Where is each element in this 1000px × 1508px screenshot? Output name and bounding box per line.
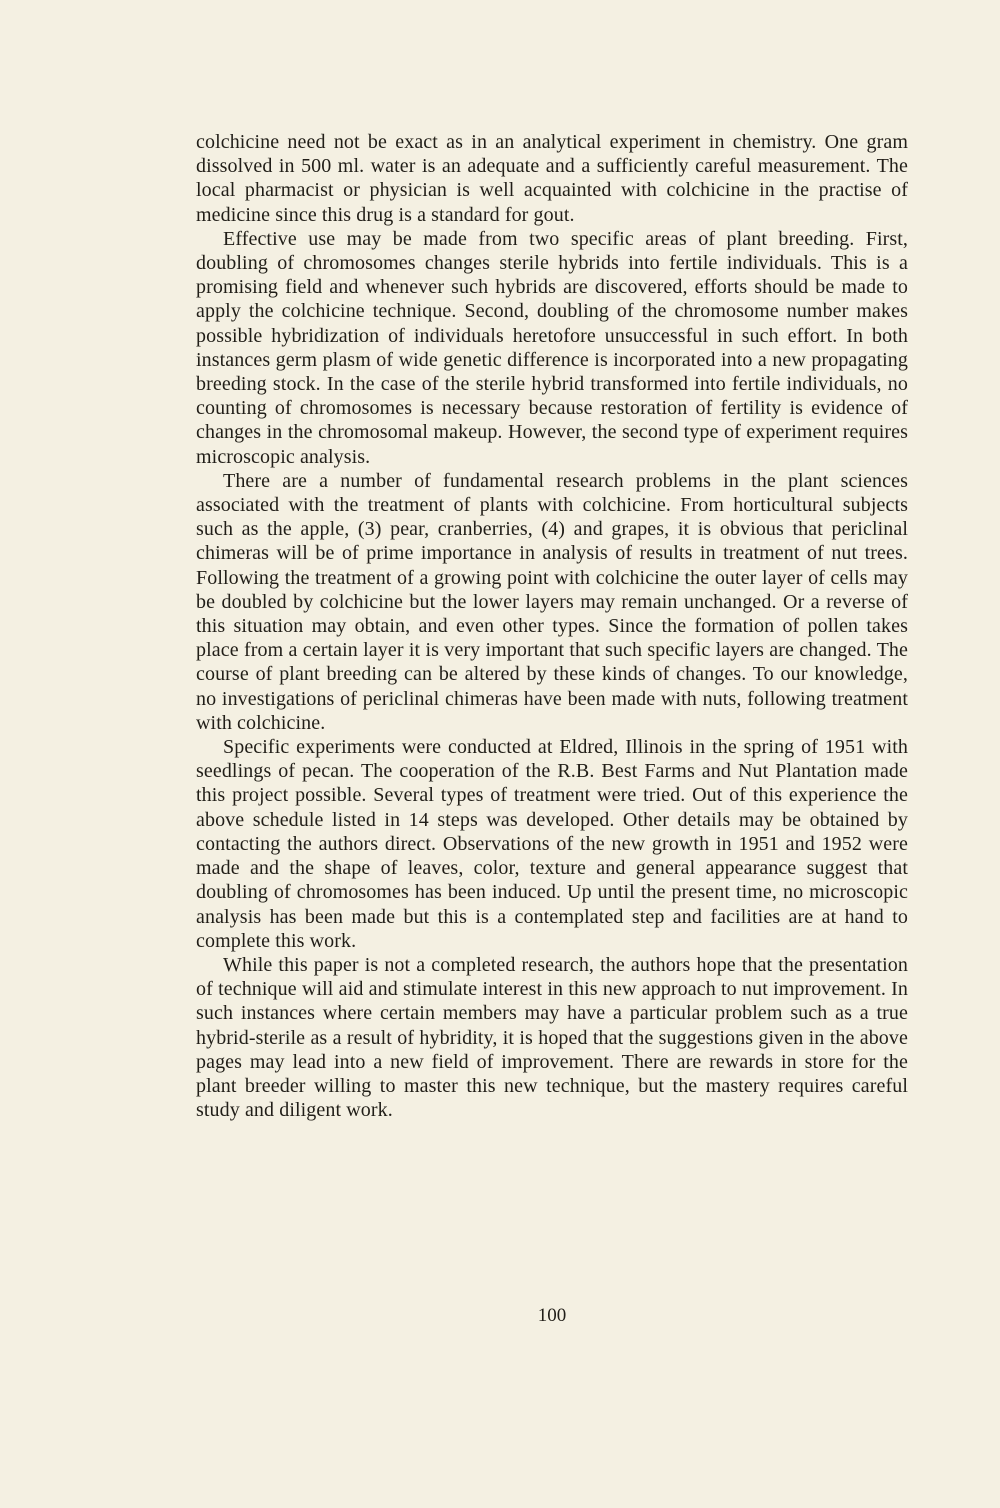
body-text	[196, 130, 908, 1122]
paragraph: Specific experiments were conducted at Eldred, Illinois in the spring of 1951 with seedlings of pecan. The cooperation of the R.B. Best Farms and Nut Plantation made this project possible. Several types of treatment were tried. Out of this experience the above schedule listed in 14 steps was developed. Other details may be obtained by contacting the authors direct. Observations of the new growth in 1951 and 1952 were made and the shape of leaves, color, texture and general appearance suggest that doubling of chromosomes has been induced. Up until the present time, no microscopic analysis has been made but this is a contemplated step and facilities are at hand to complete this work.	[196, 736, 908, 952]
paragraph: There are a number of fundamental research problems in the plant sciences associated with the treatment of plants with colchicine. From horticultural subjects such as the apple, (3) pear, cranberries, (4) and grapes, it is obvious that periclinal chimeras will be of prime importance in analysis of results in treatment of nut trees. Following the treatment of a growing point with colchicine the outer layer of cells may be doubled by colchicine but the lower layers may remain unchanged. Or a reverse of this situation may obtain, and even other types. Since the formation of pollen takes place from a certain layer it is very important that such specific layers are changed. The course of plant breeding can be altered by these kinds of changes. To our knowledge, no investigations of periclinal chimeras have been made with nuts, following treatment with colchicine.	[196, 469, 908, 734]
page-number: 100	[537, 1305, 567, 1326]
paragraph: Effective use may be made from two specific areas of plant breeding. First, doubling of chromosomes changes sterile hybrids into fertile individuals. This is a promising field and whenever such hybrids are discovered, efforts should be made to apply the colchicine technique. Second, doubling of the chromosome number makes possible hybridization of individuals heretofore unsuccessful in such effort. In both instances germ plasm of wide genetic difference is incorporated into a new propagating breeding stock. In the case of the sterile hybrid transformed into fertile individuals, no counting of chromosomes is necessary because restoration of fertility is evidence of changes in the chromosomal makeup. However, the second type of experiment requires microscopic analysis.	[196, 227, 908, 468]
paragraph: colchicine need not be exact as in an analytical experiment in chemistry. One gram dissolved in 500 ml. water is an adequate and a sufficiently careful measurement. The local pharmacist or physician is well acquainted with colchicine in the practise of medicine since this drug is a standard for gout.	[196, 131, 908, 226]
paragraph: While this paper is not a completed research, the authors hope that the presentation of technique will aid and stimulate interest in this new approach to nut improvement. In such instances where certain members may have a particular problem such as a true hybrid-sterile as a result of hybridity, it is hoped that the suggestions given in the above pages may lead into a new field of improvement. There are rewards in store for the plant breeder willing to master this new technique, but the mastery requires careful study and diligent work.	[196, 953, 908, 1122]
